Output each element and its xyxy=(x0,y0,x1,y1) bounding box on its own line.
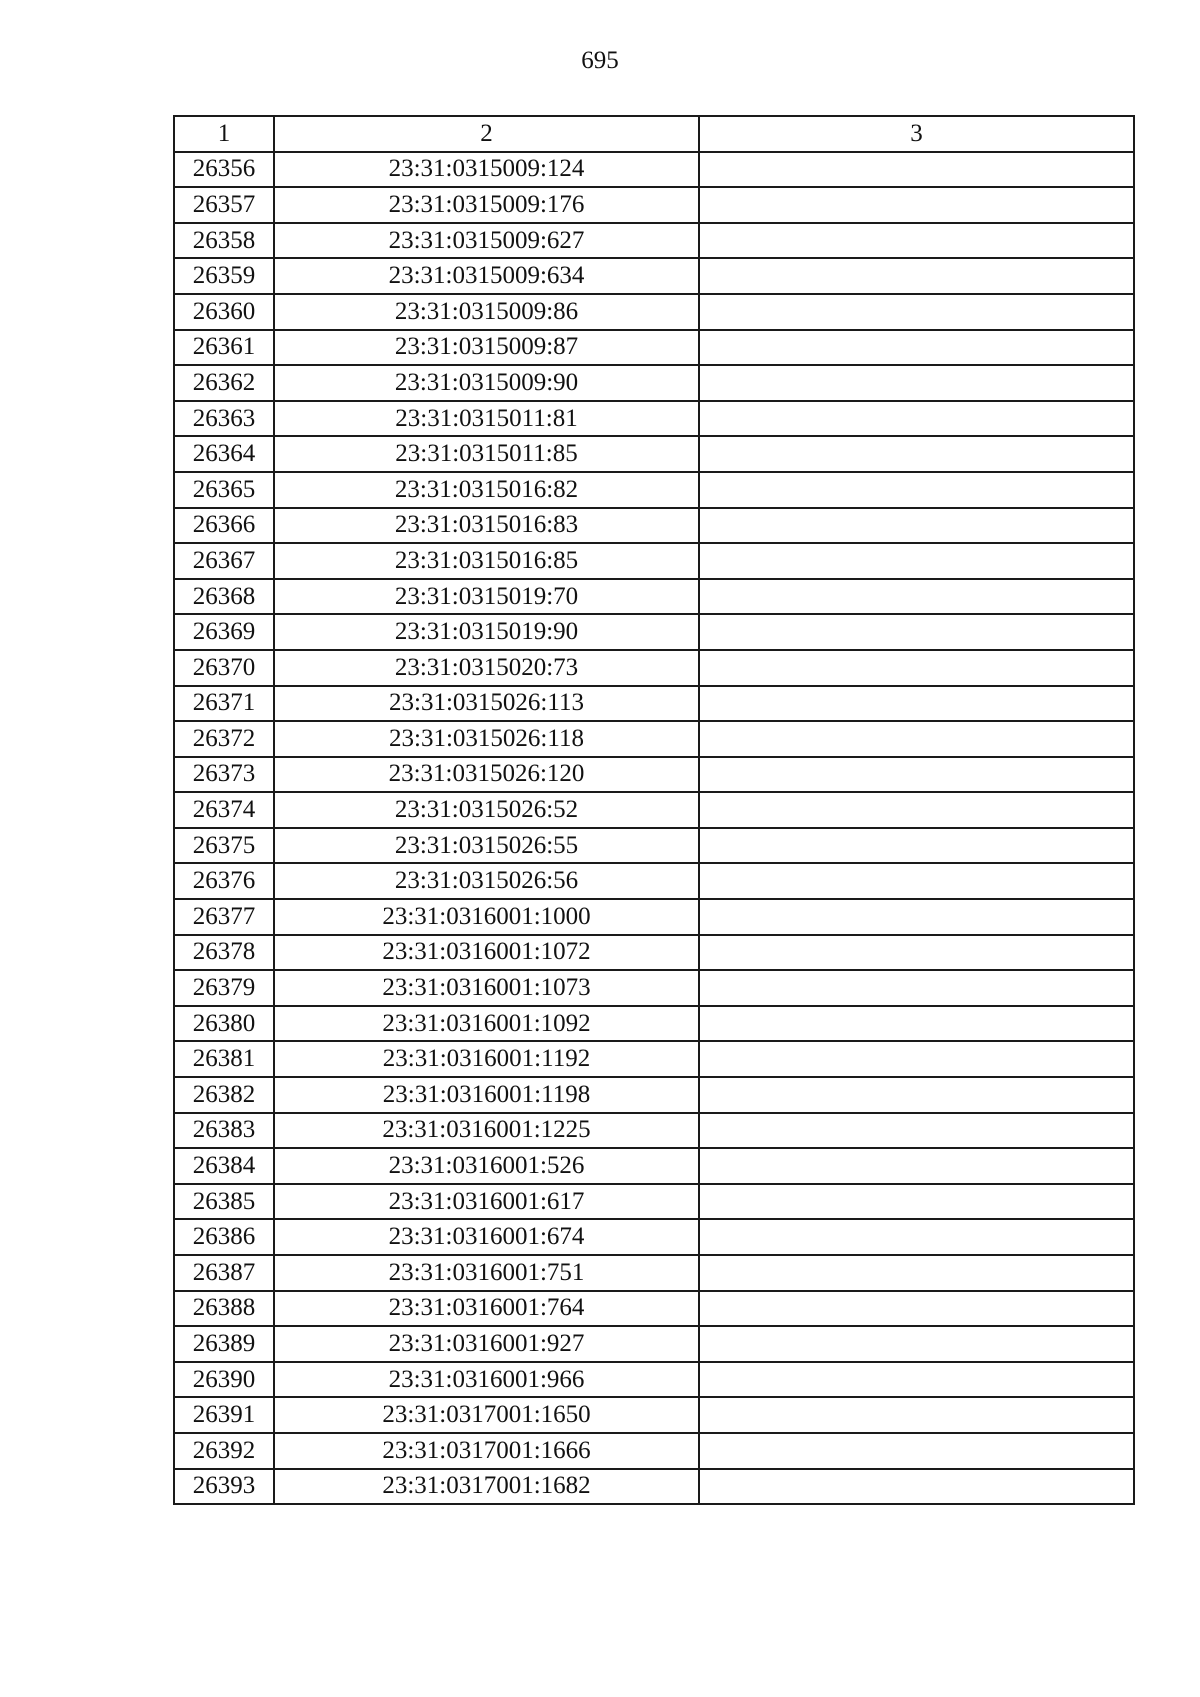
row-number-cell: 26373 xyxy=(174,757,274,793)
column-3-cell xyxy=(699,899,1134,935)
header-cell-3: 3 xyxy=(699,116,1134,152)
table-row xyxy=(174,1077,1134,1113)
table-row xyxy=(174,863,1134,899)
cadastral-number-cell: 23:31:0315016:82 xyxy=(274,472,699,508)
cadastral-number-cell: 23:31:0316001:1092 xyxy=(274,1006,699,1042)
column-3-cell xyxy=(699,294,1134,330)
registry-table xyxy=(173,115,1135,1505)
table-row xyxy=(174,1148,1134,1184)
column-3-cell xyxy=(699,1006,1134,1042)
row-number-cell: 26362 xyxy=(174,365,274,401)
table-row xyxy=(174,365,1134,401)
table-row xyxy=(174,1362,1134,1398)
cadastral-number-cell: 23:31:0316001:1192 xyxy=(274,1041,699,1077)
column-3-cell xyxy=(699,792,1134,828)
cadastral-number-cell: 23:31:0316001:927 xyxy=(274,1326,699,1362)
table-row xyxy=(174,1113,1134,1149)
row-number-cell: 26391 xyxy=(174,1397,274,1433)
table-row xyxy=(174,579,1134,615)
column-3-cell xyxy=(699,543,1134,579)
row-number-cell: 26356 xyxy=(174,152,274,188)
column-3-cell xyxy=(699,1077,1134,1113)
table-row xyxy=(174,792,1134,828)
cadastral-number-cell: 23:31:0316001:1225 xyxy=(274,1113,699,1149)
cadastral-number-cell: 23:31:0316001:526 xyxy=(274,1148,699,1184)
row-number-cell: 26377 xyxy=(174,899,274,935)
row-number-cell: 26379 xyxy=(174,970,274,1006)
row-number-cell: 26384 xyxy=(174,1148,274,1184)
column-3-cell xyxy=(699,152,1134,188)
table-row xyxy=(174,1433,1134,1469)
page-number: 695 xyxy=(581,47,619,74)
column-3-cell xyxy=(699,1148,1134,1184)
column-3-cell xyxy=(699,970,1134,1006)
cadastral-number-cell: 23:31:0315011:85 xyxy=(274,436,699,472)
table-row xyxy=(174,1219,1134,1255)
row-number-cell: 26366 xyxy=(174,508,274,544)
column-3-cell xyxy=(699,650,1134,686)
column-3-cell xyxy=(699,828,1134,864)
row-number-cell: 26376 xyxy=(174,863,274,899)
cadastral-number-cell: 23:31:0315019:90 xyxy=(274,614,699,650)
column-3-cell xyxy=(699,258,1134,294)
column-3-cell xyxy=(699,757,1134,793)
table-row xyxy=(174,686,1134,722)
table-row xyxy=(174,757,1134,793)
column-3-cell xyxy=(699,579,1134,615)
cadastral-number-cell: 23:31:0316001:617 xyxy=(274,1184,699,1220)
cadastral-number-cell: 23:31:0315009:124 xyxy=(274,152,699,188)
table-row xyxy=(174,223,1134,259)
column-3-cell xyxy=(699,1255,1134,1291)
table-row xyxy=(174,1397,1134,1433)
cadastral-number-cell: 23:31:0316001:1198 xyxy=(274,1077,699,1113)
table-row xyxy=(174,258,1134,294)
table-row xyxy=(174,436,1134,472)
table-row xyxy=(174,472,1134,508)
row-number-cell: 26361 xyxy=(174,330,274,366)
cadastral-number-cell: 23:31:0316001:751 xyxy=(274,1255,699,1291)
cadastral-number-cell: 23:31:0315026:113 xyxy=(274,686,699,722)
table-row xyxy=(174,1041,1134,1077)
cadastral-number-cell: 23:31:0316001:1073 xyxy=(274,970,699,1006)
table-row xyxy=(174,401,1134,437)
column-3-cell xyxy=(699,935,1134,971)
cadastral-number-cell: 23:31:0317001:1682 xyxy=(274,1469,699,1505)
cadastral-number-cell: 23:31:0315026:56 xyxy=(274,863,699,899)
table-row xyxy=(174,508,1134,544)
cadastral-number-cell: 23:31:0315011:81 xyxy=(274,401,699,437)
cadastral-number-cell: 23:31:0316001:764 xyxy=(274,1291,699,1327)
cadastral-number-cell: 23:31:0315026:52 xyxy=(274,792,699,828)
row-number-cell: 26392 xyxy=(174,1433,274,1469)
table-row xyxy=(174,1469,1134,1505)
column-3-cell xyxy=(699,472,1134,508)
column-3-cell xyxy=(699,1041,1134,1077)
column-3-cell xyxy=(699,686,1134,722)
row-number-cell: 26364 xyxy=(174,436,274,472)
table-row xyxy=(174,543,1134,579)
row-number-cell: 26359 xyxy=(174,258,274,294)
row-number-cell: 26367 xyxy=(174,543,274,579)
row-number-cell: 26393 xyxy=(174,1469,274,1505)
cadastral-number-cell: 23:31:0316001:1000 xyxy=(274,899,699,935)
row-number-cell: 26386 xyxy=(174,1219,274,1255)
row-number-cell: 26363 xyxy=(174,401,274,437)
cadastral-number-cell: 23:31:0315009:90 xyxy=(274,365,699,401)
table-row xyxy=(174,1255,1134,1291)
table-row xyxy=(174,935,1134,971)
column-3-cell xyxy=(699,863,1134,899)
table-body xyxy=(174,152,1134,1505)
header-row xyxy=(174,116,1134,152)
cadastral-number-cell: 23:31:0315009:87 xyxy=(274,330,699,366)
row-number-cell: 26390 xyxy=(174,1362,274,1398)
table-row xyxy=(174,614,1134,650)
cadastral-number-cell: 23:31:0315009:627 xyxy=(274,223,699,259)
table-row xyxy=(174,1326,1134,1362)
cadastral-number-cell: 23:31:0316001:674 xyxy=(274,1219,699,1255)
row-number-cell: 26375 xyxy=(174,828,274,864)
column-3-cell xyxy=(699,401,1134,437)
column-3-cell xyxy=(699,1113,1134,1149)
row-number-cell: 26385 xyxy=(174,1184,274,1220)
column-3-cell xyxy=(699,721,1134,757)
column-3-cell xyxy=(699,1433,1134,1469)
row-number-cell: 26381 xyxy=(174,1041,274,1077)
row-number-cell: 26357 xyxy=(174,187,274,223)
row-number-cell: 26382 xyxy=(174,1077,274,1113)
column-3-cell xyxy=(699,223,1134,259)
column-3-cell xyxy=(699,1397,1134,1433)
column-3-cell xyxy=(699,1326,1134,1362)
row-number-cell: 26389 xyxy=(174,1326,274,1362)
cadastral-number-cell: 23:31:0315026:55 xyxy=(274,828,699,864)
cadastral-number-cell: 23:31:0317001:1666 xyxy=(274,1433,699,1469)
table-row xyxy=(174,1291,1134,1327)
row-number-cell: 26387 xyxy=(174,1255,274,1291)
table-row xyxy=(174,1006,1134,1042)
cadastral-number-cell: 23:31:0317001:1650 xyxy=(274,1397,699,1433)
cadastral-number-cell: 23:31:0315009:86 xyxy=(274,294,699,330)
column-3-cell xyxy=(699,1469,1134,1505)
row-number-cell: 26368 xyxy=(174,579,274,615)
column-3-cell xyxy=(699,508,1134,544)
header-cell-1: 1 xyxy=(174,116,274,152)
column-3-cell xyxy=(699,1184,1134,1220)
cadastral-number-cell: 23:31:0315019:70 xyxy=(274,579,699,615)
cadastral-number-cell: 23:31:0316001:1072 xyxy=(274,935,699,971)
row-number-cell: 26369 xyxy=(174,614,274,650)
row-number-cell: 26370 xyxy=(174,650,274,686)
row-number-cell: 26374 xyxy=(174,792,274,828)
row-number-cell: 26380 xyxy=(174,1006,274,1042)
column-3-cell xyxy=(699,365,1134,401)
table-header xyxy=(174,116,1134,152)
cadastral-number-cell: 23:31:0315016:83 xyxy=(274,508,699,544)
cadastral-number-cell: 23:31:0316001:966 xyxy=(274,1362,699,1398)
cadastral-number-cell: 23:31:0315009:634 xyxy=(274,258,699,294)
table-row xyxy=(174,721,1134,757)
row-number-cell: 26372 xyxy=(174,721,274,757)
row-number-cell: 26360 xyxy=(174,294,274,330)
table-row xyxy=(174,330,1134,366)
table-row xyxy=(174,970,1134,1006)
table-row xyxy=(174,294,1134,330)
column-3-cell xyxy=(699,1362,1134,1398)
column-3-cell xyxy=(699,330,1134,366)
row-number-cell: 26371 xyxy=(174,686,274,722)
cadastral-number-cell: 23:31:0315026:118 xyxy=(274,721,699,757)
row-number-cell: 26378 xyxy=(174,935,274,971)
table-row xyxy=(174,1184,1134,1220)
row-number-cell: 26388 xyxy=(174,1291,274,1327)
cadastral-number-cell: 23:31:0315020:73 xyxy=(274,650,699,686)
column-3-cell xyxy=(699,1219,1134,1255)
cadastral-number-cell: 23:31:0315026:120 xyxy=(274,757,699,793)
row-number-cell: 26383 xyxy=(174,1113,274,1149)
column-3-cell xyxy=(699,614,1134,650)
header-cell-2: 2 xyxy=(274,116,699,152)
cadastral-number-cell: 23:31:0315009:176 xyxy=(274,187,699,223)
table-row xyxy=(174,899,1134,935)
table-row xyxy=(174,152,1134,188)
column-3-cell xyxy=(699,187,1134,223)
table-row xyxy=(174,828,1134,864)
row-number-cell: 26358 xyxy=(174,223,274,259)
row-number-cell: 26365 xyxy=(174,472,274,508)
column-3-cell xyxy=(699,1291,1134,1327)
cadastral-number-cell: 23:31:0315016:85 xyxy=(274,543,699,579)
table-row xyxy=(174,650,1134,686)
table-row xyxy=(174,187,1134,223)
column-3-cell xyxy=(699,436,1134,472)
